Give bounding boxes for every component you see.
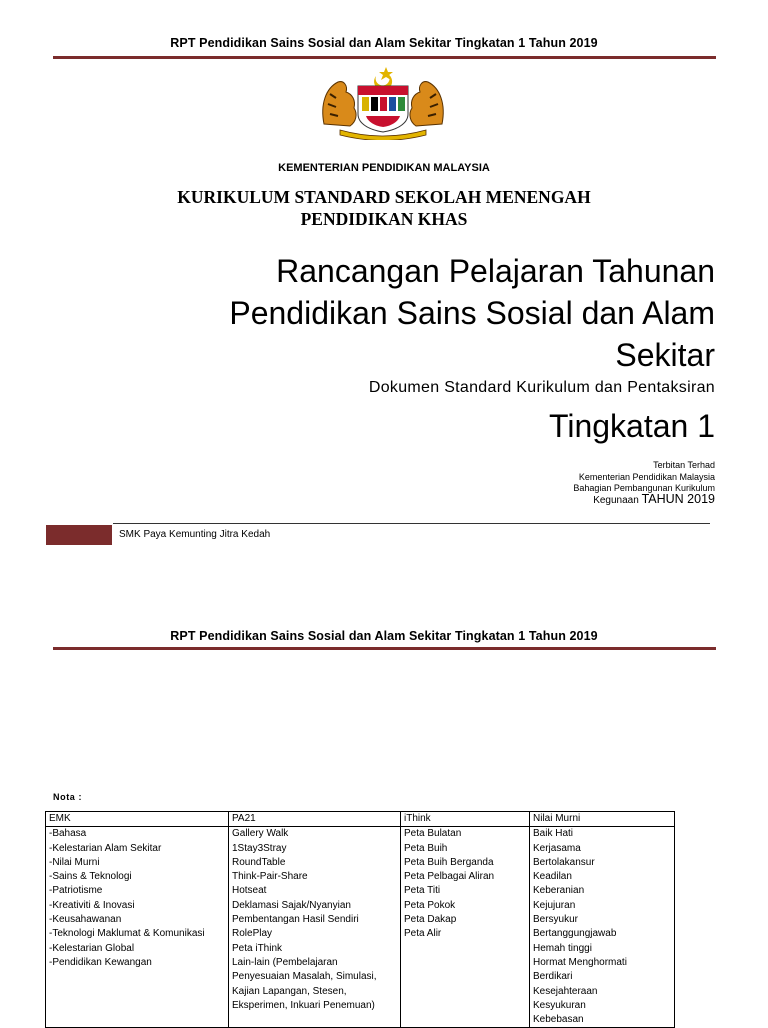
page2-header-rule: [53, 647, 716, 650]
list-item: Kajian Lapangan, Stesen,: [232, 985, 347, 997]
list-item: Kejujuran: [533, 899, 576, 911]
list-item: Keberanian: [533, 885, 585, 897]
document-title: [65, 250, 715, 376]
list-item: -Kelestarian Global: [49, 942, 135, 954]
list-item: Bertanggungjawab: [533, 928, 617, 940]
list-item: Peta iThink: [232, 942, 283, 954]
list-item: -Patriotisme: [49, 885, 103, 897]
list-item: Bersyukur: [533, 914, 579, 926]
ministry-name: KEMENTERIAN PENDIDIKAN MALAYSIA: [278, 162, 490, 174]
list-item: Peta Pokok: [404, 899, 456, 911]
list-item: Kesejahteraan: [533, 985, 598, 997]
list-item: -Pendidikan Kewangan: [49, 956, 152, 968]
list-item: Keadilan: [533, 871, 572, 883]
list-item: RolePlay: [232, 928, 273, 940]
pa21-column: [229, 827, 401, 1028]
list-item: -Kreativiti & Inovasi: [49, 899, 135, 911]
nota-label: Nota :: [53, 792, 83, 802]
list-item: -Sains & Teknologi: [49, 871, 132, 883]
list-item: 1Stay3Stray: [232, 842, 287, 854]
table-header-row: [46, 812, 675, 827]
accent-block: [46, 525, 112, 545]
curriculum-heading: [0, 186, 768, 230]
list-item: Pembentangan Hasil Sendiri: [232, 914, 359, 926]
curriculum-line-2: PENDIDIKAN KHAS: [300, 209, 468, 229]
table-header-cell: Nilai Murni: [530, 812, 675, 827]
list-item: Peta Bulatan: [404, 828, 462, 840]
page2-header-title: RPT Pendidikan Sains Sosial dan Alam Sekitar Tingkatan 1 Tahun 2019: [170, 629, 598, 643]
list-item: Hotseat: [232, 885, 267, 897]
usage-line: [593, 492, 715, 506]
list-item: -Teknologi Maklumat & Komunikasi: [49, 928, 205, 940]
list-item: -Nilai Murni: [49, 856, 100, 868]
page-header-title: RPT Pendidikan Sains Sosial dan Alam Sekitar Tingkatan 1 Tahun 2019: [170, 36, 598, 50]
level-heading: Tingkatan 1: [548, 408, 715, 444]
list-item: Lain-lain (Pembelajaran: [232, 956, 338, 968]
list-item: Baik Hati: [533, 828, 574, 840]
divider-line: [113, 523, 710, 524]
emk-column: [46, 827, 229, 1028]
list-item: Eksperimen, Inkuari Penemuan): [232, 999, 375, 1011]
list-item: Berdikari: [533, 971, 573, 983]
publisher-line-3: Bahagian Pembangunan Kurikulum: [573, 483, 715, 493]
list-item: Peta Alir: [404, 928, 442, 940]
list-item: Think-Pair-Share: [232, 871, 308, 883]
table-header-cell: iThink: [401, 812, 530, 827]
title-line-1: Rancangan Pelajaran Tahunan: [276, 253, 715, 289]
curriculum-line-1: KURIKULUM STANDARD SEKOLAH MENENGAH: [177, 187, 591, 207]
list-item: Gallery Walk: [232, 828, 289, 840]
list-item: Hormat Menghormati: [533, 956, 627, 968]
list-item: Penyesuaian Masalah, Simulasi,: [232, 971, 377, 983]
malaysia-coat-of-arms-icon: [316, 64, 450, 140]
list-item: Kerjasama: [533, 842, 581, 854]
list-item: Peta Buih Berganda: [404, 856, 494, 868]
list-item: Kebebasan: [533, 1014, 584, 1026]
title-line-2: Pendidikan Sains Sosial dan Alam: [229, 295, 715, 331]
table-header-cell: EMK: [46, 812, 229, 827]
header-rule: [53, 56, 716, 59]
list-item: -Kelestarian Alam Sekitar: [49, 842, 162, 854]
list-item: Peta Buih: [404, 842, 448, 854]
list-item: Deklamasi Sajak/Nyanyian: [232, 899, 351, 911]
list-item: Kesyukuran: [533, 999, 586, 1011]
ithink-column: [401, 827, 530, 1028]
list-item: -Bahasa: [49, 828, 87, 840]
list-item: Peta Titi: [404, 885, 441, 897]
title-line-3: Sekitar: [615, 337, 715, 373]
list-item: Peta Pelbagai Aliran: [404, 871, 495, 883]
document-subtitle: Dokumen Standard Kurikulum dan Pentaksiran: [368, 379, 715, 396]
publisher-line-2: Kementerian Pendidikan Malaysia: [578, 472, 715, 482]
school-name: SMK Paya Kemunting Jitra Kedah: [119, 529, 271, 540]
list-item: Hemah tinggi: [533, 942, 592, 954]
list-item: RoundTable: [232, 856, 286, 868]
notes-table: [45, 811, 675, 1028]
list-item: Bertolakansur: [533, 856, 595, 868]
table-header-cell: PA21: [229, 812, 401, 827]
table-row: [46, 827, 675, 1028]
usage-label: Kegunaan: [593, 495, 639, 506]
nilai-murni-column: [530, 827, 675, 1028]
list-item: -Keusahawanan: [49, 914, 122, 926]
publisher-line-1: Terbitan Terhad: [653, 460, 715, 470]
list-item: Peta Dakap: [404, 914, 457, 926]
usage-year: TAHUN 2019: [641, 492, 715, 506]
